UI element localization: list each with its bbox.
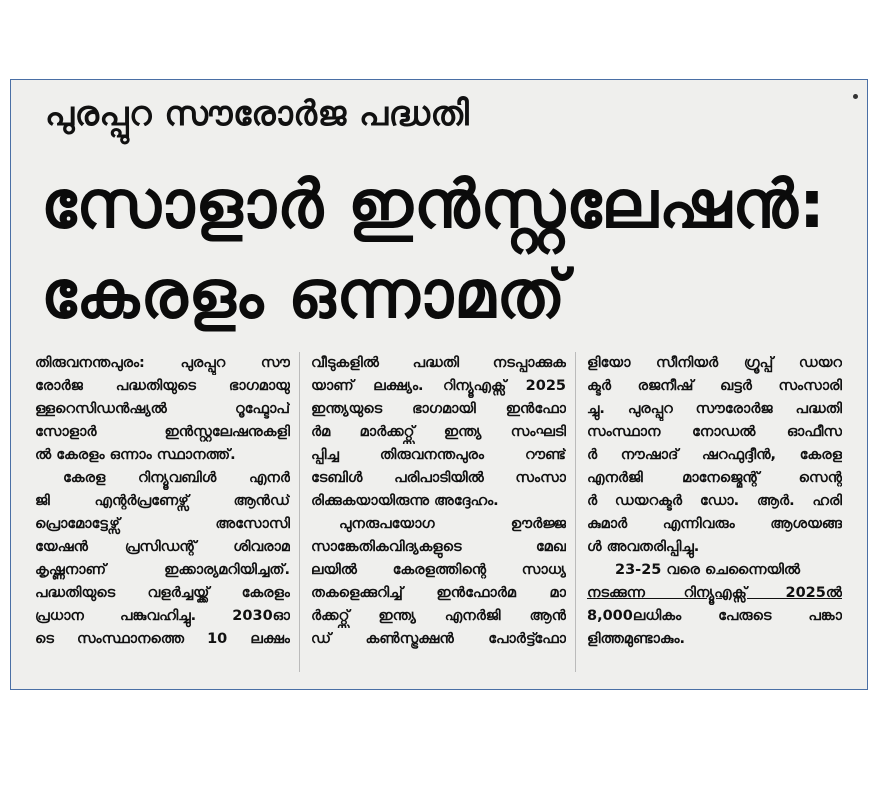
text-line: വീടുകളിൽ പദ്ധതി നടപ്പാക്കുക xyxy=(311,355,566,371)
text-line: ളിയോ സീനിയർ ഗ്രൂപ്പ് ഡയറ xyxy=(587,355,842,371)
text-line: ലയിൽ കേരളത്തിന്റെ സാധ്യ xyxy=(311,562,566,578)
text-line: യാണ് ലക്ഷ്യം. റിന്യൂഎക്സ് 2025 xyxy=(311,378,566,394)
text-line: 23-25 വരെ ചെന്നൈയിൽ xyxy=(615,562,801,578)
main-headline-line-1: സോളാർ ഇൻസ്റ്റലേഷൻ: xyxy=(41,166,827,243)
text-line: യേഷൻ പ്രസിഡന്റ് ശിവരാമ xyxy=(35,539,290,555)
kicker-headline: പുരപ്പുറ സൗരോർജ പദ്ധതി xyxy=(45,94,470,134)
text-line: തിരുവനന്തപുരം: പുരപ്പുറ സൗ xyxy=(35,355,290,371)
text-line: ടേബിൾ പരിപാടിയിൽ സംസാ xyxy=(311,470,566,486)
text-line: ടെ സംസ്ഥാനത്തെ 10 ലക്ഷം xyxy=(35,631,290,647)
text-line: പ്രൊമോട്ടേഴ്സ് അസോസി xyxy=(35,516,290,532)
text-line: ഡ് കൺസ്ട്രക്ഷൻ പോർട്ട്ഫോ xyxy=(311,631,566,647)
text-line: ള്ളറെസിഡൻഷ്യൽ റൂഫ്ടോപ് xyxy=(35,401,290,417)
column-divider xyxy=(299,352,300,672)
text-line: പ്രധാന പങ്കുവഹിച്ചു. 2030ഓ xyxy=(35,608,290,624)
text-line: ജി എന്റർപ്രണേഴ്സ് ആൻഡ് xyxy=(35,493,290,509)
article-column-3 xyxy=(587,352,842,651)
text-line: ർ നൗഷാദ് ഷറഫുദ്ദീൻ, കേരള xyxy=(587,447,842,463)
text-line: രോർജ പദ്ധതിയുടെ ഭാഗമായു xyxy=(35,378,290,394)
text-line: എനർജി മാനേജ്മെന്റ് സെന്റ xyxy=(587,470,842,486)
text-line: ൽ കേരളം ഒന്നാം സ്ഥാനത്ത്. xyxy=(35,447,236,463)
text-line: ർ ഡയറക്ടർ ഡോ. ആർ. ഹരി xyxy=(587,493,842,509)
text-line: ൾ അവതരിപ്പിച്ചു. xyxy=(587,539,700,555)
text-line: നടക്കുന്ന റിന്യൂഎക്സ് 2025ൽ xyxy=(587,585,842,601)
text-line: സാങ്കേതികവിദ്യകളുടെ മേഖ xyxy=(311,539,566,555)
text-line: സോളാർ ഇൻസ്റ്റലേഷനുകളി xyxy=(35,424,290,440)
print-speck xyxy=(853,94,858,99)
text-line: കേരള റിന്യൂവബിൾ എനർ xyxy=(63,470,290,486)
text-line: പദ്ധതിയുടെ വളർച്ചയ്ക്ക് കേരളം xyxy=(35,585,290,601)
text-line: ളിത്തമുണ്ടാകും. xyxy=(587,631,686,647)
text-line: തകളെക്കുറിച്ച് ഇൻഫോർമ മാ xyxy=(311,585,566,601)
text-line: സംസ്ഥാന നോഡൽ ഓഫീസ xyxy=(587,424,842,440)
text-line: രിക്കുകയായിരുന്നു അദ്ദേഹം. xyxy=(311,493,499,509)
text-line: ർക്കറ്റ്സ് ഇന്ത്യ എനർജി ആൻ xyxy=(311,608,566,624)
text-line: 8,000ലധികം പേരുടെ പങ്കാ xyxy=(587,608,842,624)
main-headline-line-2: കേരളം ഒന്നാമത് xyxy=(41,256,567,333)
column-divider xyxy=(575,352,576,672)
text-line: ച്ചു. പുരപ്പുറ സൗരോർജ പദ്ധതി xyxy=(587,401,842,417)
text-line: കുമാർ എന്നിവരും ആശയങ്ങ xyxy=(587,516,842,532)
article-column-1 xyxy=(35,352,290,651)
text-line: ക്ടർ രജനീഷ് ഖട്ടർ സംസാരി xyxy=(587,378,842,394)
article-column-2 xyxy=(311,352,566,651)
text-line: കൃഷ്ണനാണ് ഇക്കാര്യമറിയിച്ചത്. xyxy=(35,562,290,578)
text-line: ർമ മാർക്കറ്റ്സ് ഇന്ത്യ സംഘടി xyxy=(311,424,566,440)
text-line: പുനരുപയോഗ ഊർജ്ജ xyxy=(339,516,566,532)
text-line: ഇന്ത്യയുടെ ഭാഗമായി ഇൻഫോ xyxy=(311,401,566,417)
newspaper-clipping xyxy=(10,79,868,690)
text-line: പ്പിച്ച തിരുവനന്തപുരം റൗണ്ട് xyxy=(311,447,566,463)
